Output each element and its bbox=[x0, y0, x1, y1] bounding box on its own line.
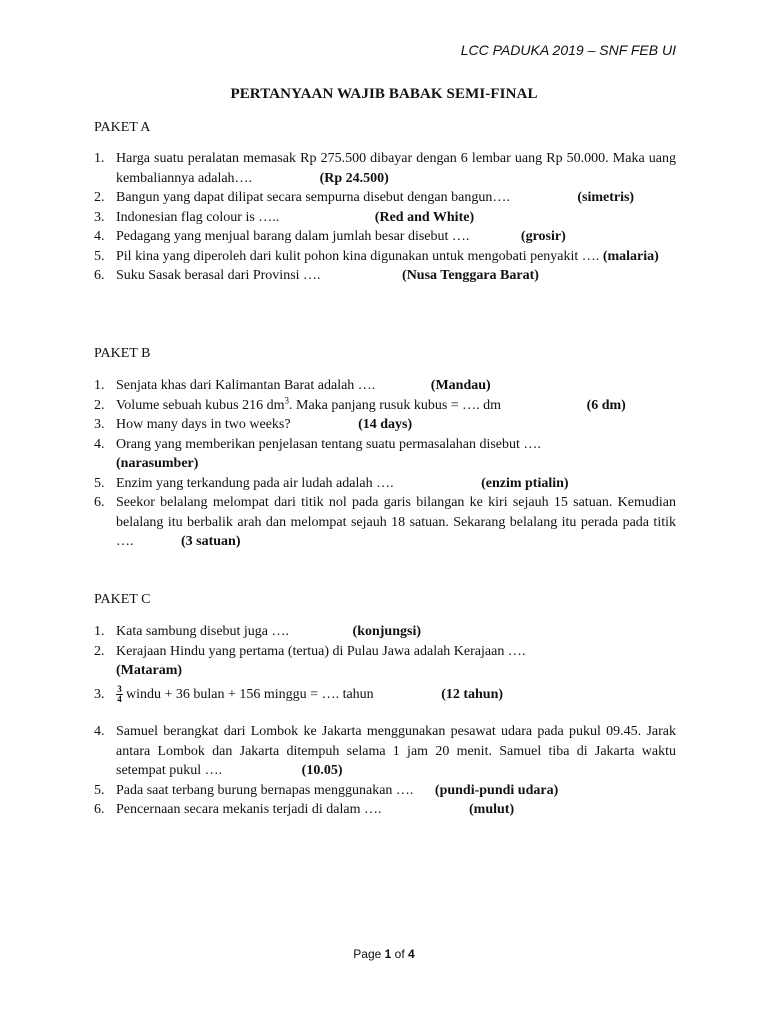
document-title: PERTANYAAN WAJIB BABAK SEMI-FINAL bbox=[230, 86, 538, 102]
item-number: 4. bbox=[94, 229, 105, 244]
list-item bbox=[94, 188, 676, 208]
answer-text: (3 satuan) bbox=[181, 534, 241, 549]
list-item bbox=[94, 474, 676, 494]
section-label-paket-a: PAKET A bbox=[94, 120, 151, 135]
list-item bbox=[94, 642, 676, 681]
question-list-paket-c bbox=[94, 622, 676, 820]
answer-text: (10.05) bbox=[301, 763, 343, 778]
answer-text: (12 tahun) bbox=[441, 686, 504, 702]
page-word: Page bbox=[353, 947, 382, 961]
question-text: windu + 36 bulan + 156 minggu = …. tahun bbox=[126, 686, 374, 702]
page-header: LCC PADUKA 2019 – SNF FEB UI bbox=[460, 42, 676, 58]
question-list-paket-a bbox=[94, 149, 676, 286]
question-text: Volume sebuah kubus 216 $dm^3$. Maka panjang rusuk kubus = …. dm bbox=[116, 394, 502, 413]
question-text: Enzim yang terkandung pada air ludah adalah …. bbox=[116, 475, 394, 491]
list-item bbox=[94, 435, 676, 474]
question-text: Senjata khas dari Kalimantan Barat adalah …. bbox=[116, 378, 376, 393]
item-number: 3. bbox=[94, 417, 105, 432]
superscript: 3 bbox=[284, 394, 290, 405]
item-number: 5. bbox=[94, 782, 105, 798]
item-number: 3. bbox=[94, 209, 105, 225]
of-word: of bbox=[394, 947, 405, 961]
question-text: Samuel berangkat dari Lombok ke Jakarta menggunakan pesawat udara pada pukul 09.45. Jarak antara Lombok dan Jakarta ditempuh selama 1 jam 20 menit. Samuel tiba di Jakarta waktu setempat pukul …. bbox=[116, 724, 676, 778]
question-text: Pada saat terbang burung bernapas menggunakan …. bbox=[116, 782, 414, 798]
question-text: Pil kina yang diperoleh dari kulit pohon kina digunakan untuk mengobati penyakit …. bbox=[116, 248, 600, 264]
list-item bbox=[94, 681, 676, 705]
answer-text: (malaria) bbox=[602, 248, 659, 264]
item-number: 4. bbox=[94, 436, 105, 452]
answer-text: (pundi-pundi udara) bbox=[434, 782, 559, 798]
item-number: 4. bbox=[94, 724, 105, 739]
question-text: Kerajaan Hindu yang pertama (tertua) di Pulau Jawa adalah Kerajaan …. bbox=[116, 643, 526, 659]
item-number: 3. bbox=[94, 686, 105, 702]
question-text: Seekor belalang melompat dari titik nol pada garis bilangan ke kiri sejauh 15 satuan. Kemudian belalang itu berbalik arah dan melompat sejauh 18 satuan. Sekarang belalang itu perada pada titik …. bbox=[116, 495, 676, 549]
item-number: 6. bbox=[94, 268, 105, 283]
answer-text: (6 dm) bbox=[586, 397, 626, 413]
item-number: 1. bbox=[94, 378, 105, 393]
list-item bbox=[94, 227, 676, 247]
list-item bbox=[94, 396, 676, 416]
question-text: Bangun yang dapat dilipat secara sempurna disebut dengan bangun…. bbox=[116, 190, 510, 205]
answer-text: (konjungsi) bbox=[352, 624, 421, 639]
list-item bbox=[94, 781, 676, 801]
list-item bbox=[94, 266, 676, 286]
list-item bbox=[94, 415, 676, 435]
answer-text: (mulut) bbox=[469, 802, 515, 817]
question-text: Indonesian flag colour is ….. bbox=[116, 209, 280, 225]
fraction-denominator: 4 bbox=[117, 693, 122, 704]
item-number: 6. bbox=[94, 802, 105, 817]
answer-text: (enzim ptialin) bbox=[481, 475, 569, 491]
answer-text: (Red and White) bbox=[374, 209, 475, 225]
question-list-paket-b bbox=[94, 376, 676, 552]
answer-text: (Rp 24.500) bbox=[319, 170, 389, 186]
answer-text: (narasumber) bbox=[116, 456, 199, 471]
answer-text: (simetris) bbox=[577, 190, 635, 205]
section-label-paket-c: PAKET C bbox=[94, 592, 151, 607]
fraction bbox=[116, 685, 123, 704]
list-item bbox=[94, 208, 676, 228]
item-number: 2. bbox=[94, 643, 105, 659]
answer-text: (14 days) bbox=[358, 417, 413, 432]
question-text: Orang yang memberikan penjelasan tentang suatu permasalahan disebut …. bbox=[116, 436, 541, 452]
list-item bbox=[94, 622, 676, 642]
answer-text: (Nusa Tenggara Barat) bbox=[402, 268, 539, 283]
page-footer bbox=[0, 947, 768, 961]
item-number: 2. bbox=[94, 190, 105, 205]
item-number: 1. bbox=[94, 624, 105, 639]
page-number: 1 bbox=[384, 947, 392, 961]
list-item bbox=[94, 376, 676, 396]
list-item bbox=[94, 722, 676, 781]
question-text: Harga suatu peralatan memasak Rp 275.500 dibayar dengan 6 lembar uang Rp 50.000. Maka uang kembaliannya adalah…. bbox=[116, 151, 676, 186]
list-item bbox=[94, 149, 676, 188]
question-text: Pencernaan secara mekanis terjadi di dalam …. bbox=[116, 802, 382, 817]
item-number: 5. bbox=[94, 475, 105, 491]
item-number: 5. bbox=[94, 248, 105, 264]
answer-text: (Mataram) bbox=[116, 663, 183, 678]
list-item bbox=[94, 247, 676, 267]
section-label-paket-b: PAKET B bbox=[94, 346, 151, 361]
list-item bbox=[94, 800, 676, 820]
list-item bbox=[94, 493, 676, 552]
answer-text: (grosir) bbox=[520, 229, 566, 244]
page-total: 4 bbox=[408, 947, 415, 961]
answer-text: (Mandau) bbox=[430, 378, 491, 393]
question-text: Suku Sasak berasal dari Provinsi …. bbox=[116, 268, 321, 283]
item-number: 6. bbox=[94, 495, 105, 510]
question-text: How many days in two weeks? bbox=[116, 417, 291, 432]
fraction-numerator: 3 bbox=[117, 683, 122, 694]
item-number: 2. bbox=[94, 397, 105, 413]
question-text: Pedagang yang menjual barang dalam jumlah besar disebut …. bbox=[116, 229, 470, 244]
question-text: Kata sambung disebut juga …. bbox=[116, 624, 290, 639]
item-number: 1. bbox=[94, 151, 105, 166]
